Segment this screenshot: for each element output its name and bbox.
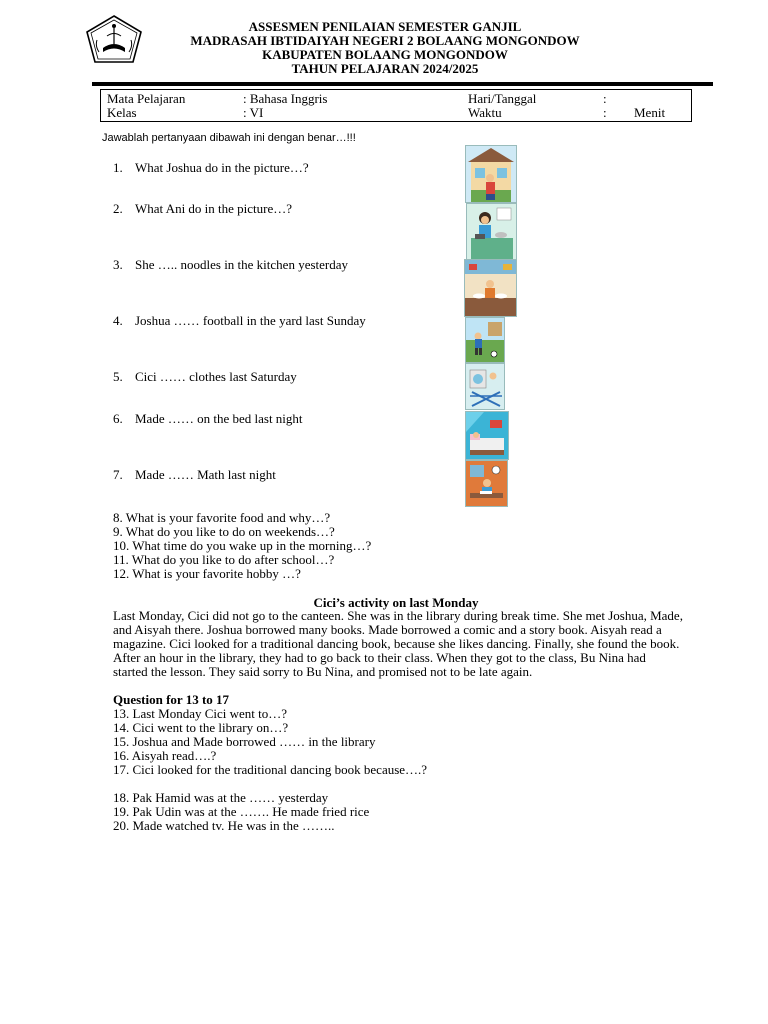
question-13: 13. Last Monday Cici went to…? — [113, 706, 288, 721]
question-19: 19. Pak Udin was at the ……. He made fried rice — [113, 804, 370, 819]
time-value: : — [603, 105, 607, 120]
question-6: 6. Made …… on the bed last night — [113, 411, 303, 426]
exam-title: ASSESMEN PENILAIAN SEMESTER GANJIL — [248, 19, 522, 34]
question-4: 4. Joshua …… football in the yard last Sunday — [113, 313, 366, 328]
question-16: 16. Aisyah read….? — [113, 748, 217, 763]
story-title: Cici’s activity on last Monday — [313, 595, 479, 610]
exam-info-box — [100, 89, 692, 122]
time-label: Waktu — [468, 105, 502, 120]
question-14: 14. Cici went to the library on…? — [113, 720, 289, 735]
time-unit: Menit — [634, 105, 666, 120]
question-7: 7. Made …… Math last night — [113, 467, 276, 482]
question-8: 8. What is your favorite food and why…? — [113, 510, 331, 525]
question-2: 2. What Ani do in the picture…? — [113, 201, 293, 216]
question-17: 17. Cici looked for the traditional dancing book because….? — [113, 762, 428, 777]
question-9: 9. What do you like to do on weekends…? — [113, 524, 335, 539]
school-header — [120, 20, 650, 76]
boy-at-house-picture — [465, 145, 517, 203]
washing-clothes-picture — [465, 363, 505, 410]
question-15: 15. Joshua and Made borrowed …… in the library — [113, 734, 376, 749]
question-1: 1. What Joshua do in the picture…? — [113, 160, 309, 175]
story-text: Last Monday, Cici did not go to the canteen. She was in the library during break time. She met Joshua, Made, and Aisyah there. Joshua borrowed many books. Made borrowed a comic and a story book. Aisyah read a magazine. Cici looked for a traditional dancing book, because she likes dancing. Finally, she found the book. After an hour in the library, they had to go back to their class. When they got to the class, Bu Nina had started the lesson. They said sorry to Bu Nina, and promised not to be late again. — [113, 608, 683, 679]
subject-label: Mata Pelajaran — [107, 91, 186, 106]
girl-cooking-picture — [466, 203, 517, 261]
class-value: : VI — [243, 105, 264, 120]
studying-math-picture — [465, 460, 508, 507]
kitchen-noodles-picture — [464, 259, 517, 317]
school-name: MADRASAH IBTIDAIYAH NEGERI 2 BOLAANG MONGONDOW — [190, 33, 580, 48]
story-question-heading: Question for 13 to 17 — [113, 692, 230, 707]
question-18: 18. Pak Hamid was at the …… yesterday — [113, 790, 329, 805]
instruction: Jawablah pertanyaan dibawah ini dengan benar…!!! — [102, 132, 356, 144]
question-3: 3. She ….. noodles in the kitchen yesterday — [113, 257, 349, 272]
day-label: Hari/Tanggal — [468, 91, 537, 106]
subject-value: : Bahasa Inggris — [243, 91, 328, 106]
question-11: 11. What do you like to do after school…? — [113, 552, 335, 567]
class-label: Kelas — [107, 105, 137, 120]
sleeping-bed-picture — [465, 411, 509, 460]
header-divider — [92, 82, 713, 86]
question-10: 10. What time do you wake up in the morning…? — [113, 538, 372, 553]
day-value: : — [603, 91, 607, 106]
question-12: 12. What is your favorite hobby …? — [113, 566, 301, 581]
question-20: 20. Made watched tv. He was in the …….. — [113, 818, 335, 833]
question-5: 5. Cici …… clothes last Saturday — [113, 369, 297, 384]
academic-year: TAHUN PELAJARAN 2024/2025 — [291, 61, 479, 76]
boy-football-picture — [465, 317, 505, 363]
regency-name: KABUPATEN BOLAANG MONGONDOW — [262, 47, 508, 62]
